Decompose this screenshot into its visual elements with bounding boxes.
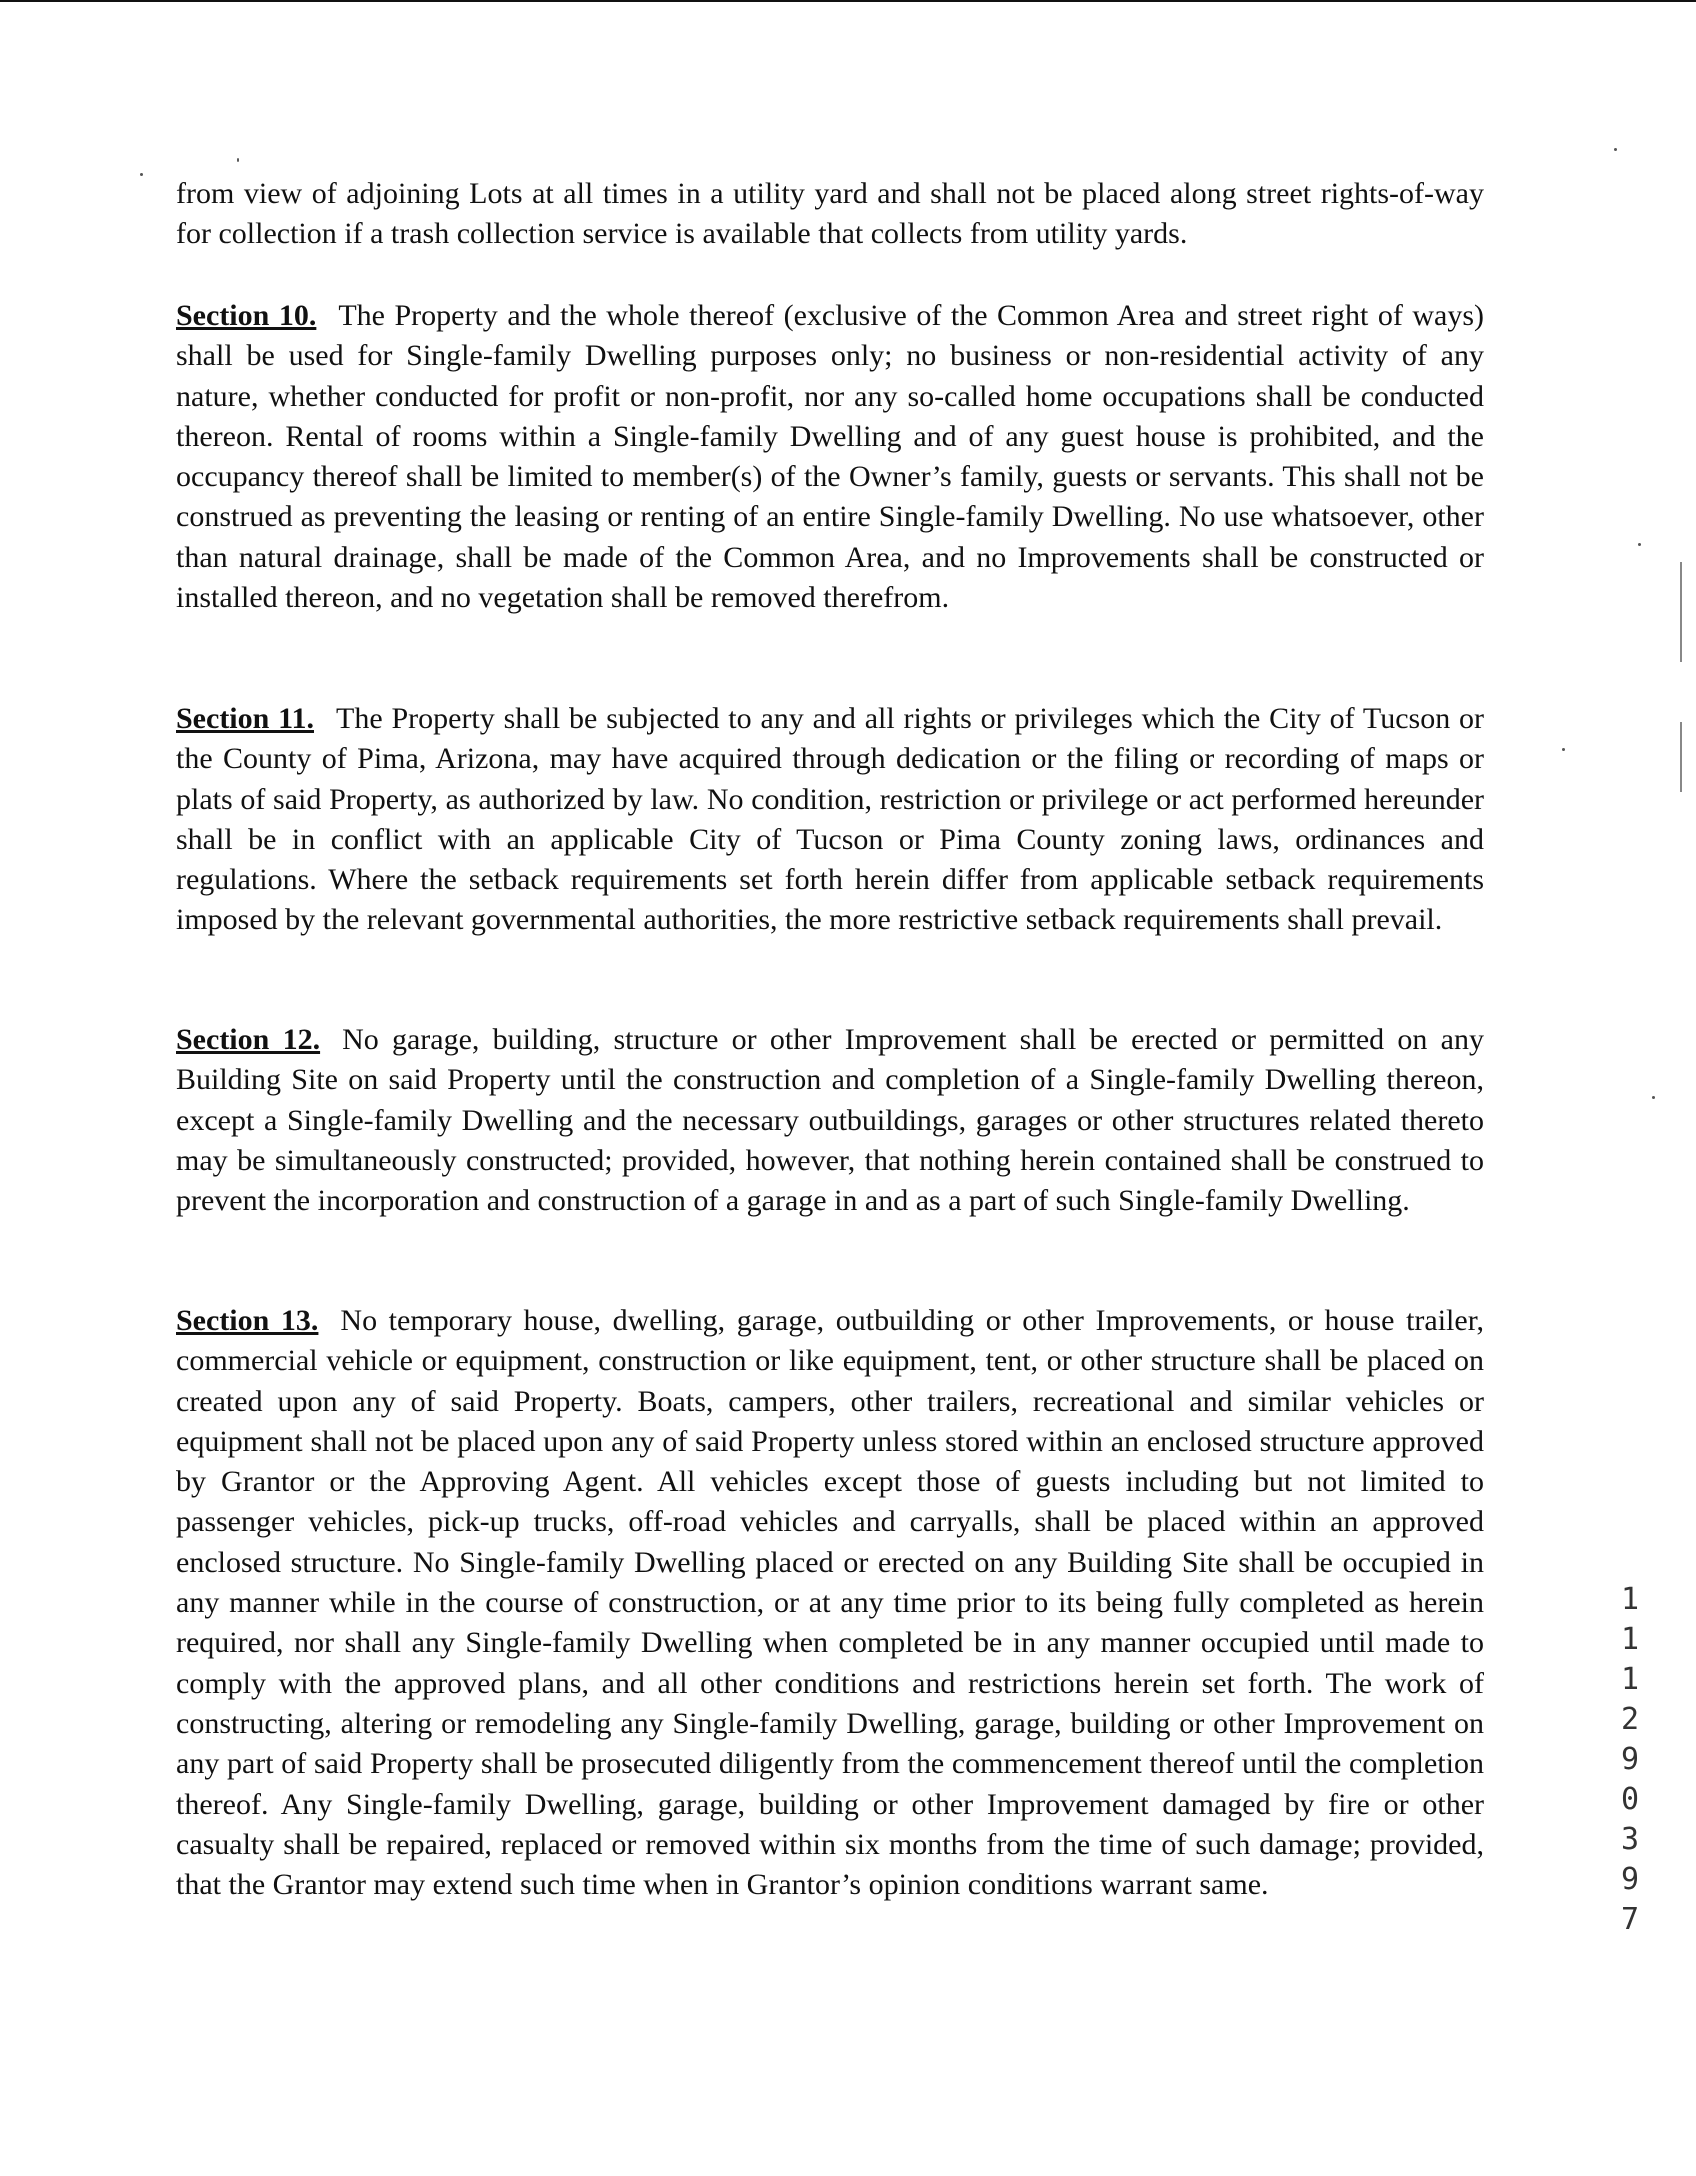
section-13-paragraph — [176, 1301, 1484, 1905]
section-10-heading: Section 10. — [176, 299, 317, 332]
section-11-text: The Property shall be subjected to any and all rights or privileges which the City of Tucson or the County of Pima, Arizona, may have acquired through dedication or the filing or recording of maps or plats of said Property, as authorized by law. No condition, restriction or privilege or act performed hereunder shall be in conflict with an applicable City of Tucson or Pima County zoning laws, ordinances and regulations. Where the setback requirements set forth herein differ from applicable setback requirements imposed by the relevant governmental authorities, the more restrictive setback requirements shall prevail. — [176, 702, 1485, 937]
scan-speck — [1562, 748, 1565, 751]
scan-speck — [237, 158, 239, 162]
section-10-text: The Property and the whole thereof (exclusive of the Common Area and street right of ways) shall be used for Single-family Dwelling purposes only; no business or non-residential activity of any nature, whether conducted for profit or non-profit, nor any so-called home occupations shall be conducted thereon. Rental of rooms within a Single-family Dwelling and of any guest house is prohibited, and the occupancy thereof shall be limited to member(s) of the Owner’s family, guests or servants. This shall not be construed as preventing the leasing or renting of an entire Single-family Dwelling. No use whatsoever, other than natural drainage, shall be made of the Common Area, and no Improvements shall be constructed or installed thereon, and no vegetation shall be removed therefrom. — [176, 299, 1484, 615]
recording-number-bottom: 0 3 9 7 — [1620, 1782, 1640, 1937]
scan-speck — [1614, 148, 1617, 151]
section-12-heading: Section 12. — [176, 1023, 321, 1056]
section-13-heading: Section 13. — [176, 1304, 319, 1337]
scan-edge-mark — [1680, 722, 1682, 792]
scan-edge-mark — [1680, 562, 1682, 662]
section-12-text: No garage, building, structure or other Improvement shall be erected or permitted on any Building Site on said Property until the construction and completion of a Single-family Dwelling thereon, except a Single-family Dwelling and the necessary outbuildings, garages or other structures related thereto may be simultaneously constructed; provided, however, that nothing herein contained shall be construed to prevent the incorporation and construction of a garage in and as a part of such Single-family Dwelling. — [176, 1023, 1484, 1218]
scan-speck — [1652, 1096, 1655, 1099]
section-12-paragraph — [176, 1020, 1484, 1221]
section-11-paragraph — [176, 699, 1484, 941]
continuation-paragraph: from view of adjoining Lots at all times in a utility yard and shall not be placed along street rights-of-way for collection if a trash collection service is available that collects from utility yards. — [176, 177, 1484, 251]
recording-number-top: 1 1 1 2 9 — [1620, 1582, 1640, 1777]
section-13-text: No temporary house, dwelling, garage, outbuilding or other Improvements, or house trailer, commercial vehicle or equipment, construction or like equipment, tent, or other structure shall be placed on created upon any of said Property. Boats, campers, other trailers, recreational and similar vehicles or equipment shall not be placed upon any of said Property unless stored within an enclosed structure approved by Grantor or the Approving Agent. All vehicles except those of guests including but not limited to passenger vehicles, pick-up trucks, off-road vehicles and carryalls, shall be placed within an approved enclosed structure. No Single-family Dwelling placed or erected on any Building Site shall be occupied in any manner while in the course of construction, or at any time prior to its being fully completed as herein required, nor shall any Single-family Dwelling when completed be in any manner occupied until made to comply with the approved plans, and all other conditions and restrictions herein set forth. The work of constructing, altering or remodeling any Single-family Dwelling, garage, building or other Improvement on any part of said Property shall be prosecuted diligently from the commencement thereof until the completion thereof. Any Single-family Dwelling, garage, building or other Improvement damaged by fire or other casualty shall be repaired, replaced or removed within six months from the time of such damage; provided, that the Grantor may extend such time when in Grantor’s opinion conditions warrant same. — [176, 1304, 1484, 1902]
section-10-paragraph — [176, 296, 1484, 618]
scan-speck — [140, 173, 143, 176]
section-11-heading: Section 11. — [176, 702, 314, 735]
scan-speck — [1638, 543, 1641, 546]
